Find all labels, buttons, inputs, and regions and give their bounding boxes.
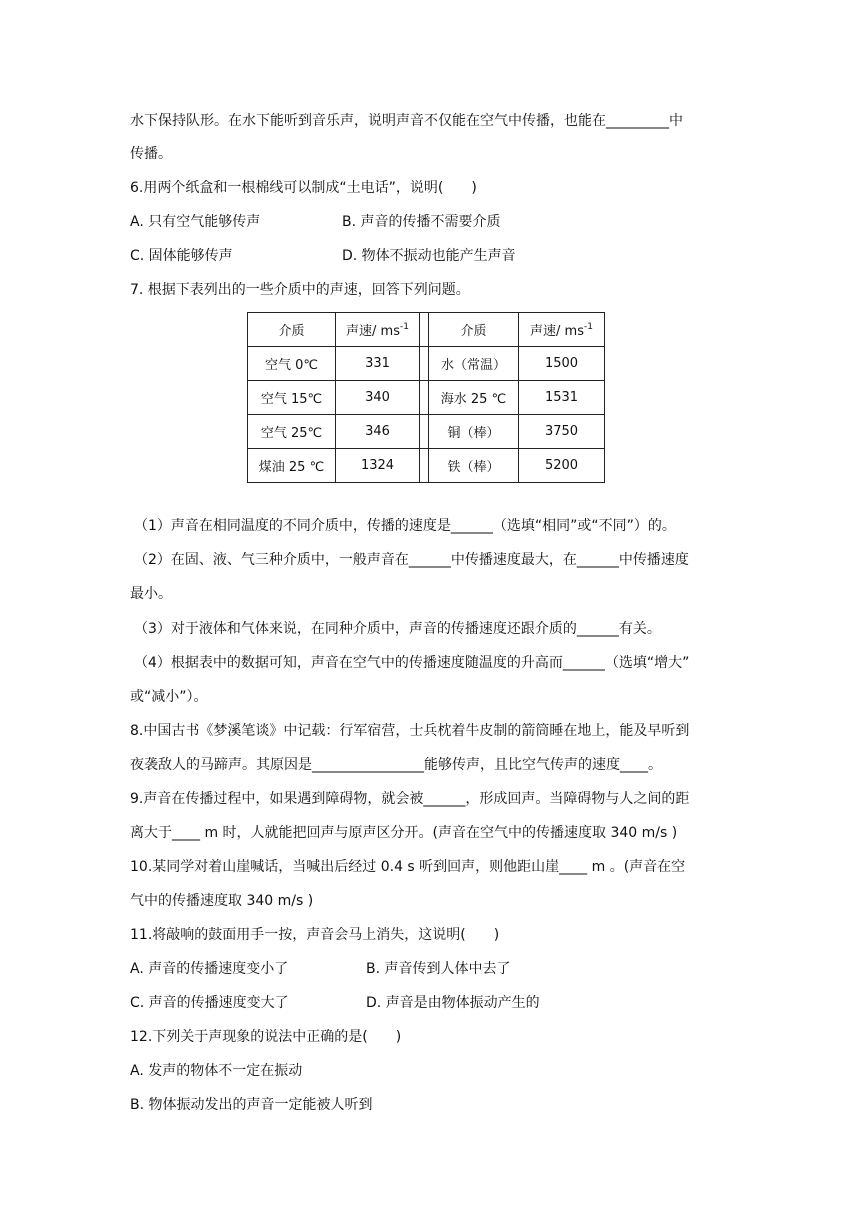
table-row <box>248 449 605 483</box>
question-6-stem: 6.用两个纸盒和一根棉线可以制成“土电话”，说明( ) <box>130 180 477 196</box>
question-7-sub-2b: 最小。 <box>130 586 172 602</box>
table-divider <box>420 381 429 415</box>
question-7-sub-4b: 或“减小”）。 <box>130 689 208 705</box>
table-cell: 340 <box>336 381 420 415</box>
table-header-row <box>248 313 605 347</box>
table-cell: 331 <box>336 347 420 381</box>
option-a: A. 声音的传播速度变小了 <box>130 961 289 977</box>
table-cell: 空气 0℃ <box>248 347 336 381</box>
table-header-speed: 声速/ $ms^{-1}$ <box>336 313 420 347</box>
option-c: C. 固体能够传声 <box>130 248 233 264</box>
question-12-option-b: B. 物体振动发出的声音一定能被人听到 <box>130 1097 373 1113</box>
speed-of-sound-table <box>247 312 605 483</box>
table-cell: 空气 15℃ <box>248 381 336 415</box>
option-b: B. 声音传到人体中去了 <box>366 961 511 977</box>
option-d: D. 物体不振动也能产生声音 <box>342 248 516 264</box>
option-c: C. 声音的传播速度变大了 <box>130 995 289 1011</box>
table-cell: 3750 <box>519 415 605 449</box>
table-row <box>248 347 605 381</box>
question-11-stem: 11.将敲响的鼓面用手一按，声音会马上消失，这说明( ) <box>130 927 500 943</box>
question-12-stem: 12.下列关于声现象的说法中正确的是( ) <box>130 1029 402 1045</box>
table-row <box>248 381 605 415</box>
question-7-sub-1: （1）声音在相同温度的不同介质中，传播的速度是______（选填“相同”或“不同”）的。 <box>134 518 676 534</box>
question-9-line-1: 9.声音在传播过程中，如果遇到障碍物，就会被______，形成回声。当障碍物与人之间的距 <box>130 791 690 807</box>
table-cell: 1531 <box>519 381 605 415</box>
question-12-option-a: A. 发声的物体不一定在振动 <box>130 1063 303 1079</box>
option-a: A. 只有空气能够传声 <box>130 214 261 230</box>
table-cell: 铜（棒） <box>429 415 519 449</box>
intro-line-2: 传播。 <box>130 146 172 162</box>
table-divider <box>420 415 429 449</box>
table-row <box>248 415 605 449</box>
table-cell: 煤油 25 ℃ <box>248 449 336 483</box>
question-7-sub-2a: （2）在固、液、气三种介质中，一般声音在______中传播速度最大，在______中传播速度 <box>134 552 689 568</box>
table-cell: 5200 <box>519 449 605 483</box>
question-10-line-2: 气中的传播速度取 340 m/s ) <box>130 893 314 909</box>
table-cell: 1500 <box>519 347 605 381</box>
table-divider <box>420 313 429 347</box>
table-cell: 铁（棒） <box>429 449 519 483</box>
option-d: D. 声音是由物体振动产生的 <box>366 995 540 1011</box>
question-8-line-1: 8.中国古书《梦溪笔谈》中记载：行军宿营，士兵枕着牛皮制的箭筒睡在地上，能及早听到 <box>130 723 690 739</box>
question-10-line-1: 10.某同学对着山崖喊话，当喊出后经过 0.4 s 听到回声，则他距山崖____ m 。(声音在空 <box>130 859 686 875</box>
question-8-line-2: 夜袭敌人的马蹄声。其原因是________________能够传声，且比空气传声的速度____。 <box>130 757 662 773</box>
question-9-line-2: 离大于____ m 时，人就能把回声与原声区分开。(声音在空气中的传播速度取 340 m/s ) <box>130 825 678 841</box>
table-header-speed: 声速/ $ms^{-1}$ <box>519 313 605 347</box>
table-cell: 水（常温） <box>429 347 519 381</box>
table-header-medium: 介质 <box>429 313 519 347</box>
table-cell: 346 <box>336 415 420 449</box>
table-header-medium: 介质 <box>248 313 336 347</box>
question-7-sub-4a: （4）根据表中的数据可知，声音在空气中的传播速度随温度的升高而______（选填“增大” <box>134 655 690 671</box>
question-6-options-row-2 <box>130 246 730 266</box>
table-divider <box>420 449 429 483</box>
option-b: B. 声音的传播不需要介质 <box>342 214 501 230</box>
table-cell: 空气 25℃ <box>248 415 336 449</box>
table-divider <box>420 347 429 381</box>
intro-line-1: 水下保持队形。在水下能听到音乐声，说明声音不仅能在空气中传播，也能在_________中 <box>130 113 683 129</box>
table-cell: 1324 <box>336 449 420 483</box>
table-cell: 海水 25 ℃ <box>429 381 519 415</box>
question-11-options-row-2 <box>130 993 730 1013</box>
question-7-sub-3: （3）对于液体和气体来说，在同种介质中，声音的传播速度还跟介质的______有关。 <box>134 621 661 637</box>
question-7-stem: 7. 根据下表列出的一些介质中的声速，回答下列问题。 <box>130 282 470 298</box>
question-6-options-row-1 <box>130 212 730 232</box>
question-11-options-row-1 <box>130 959 730 979</box>
